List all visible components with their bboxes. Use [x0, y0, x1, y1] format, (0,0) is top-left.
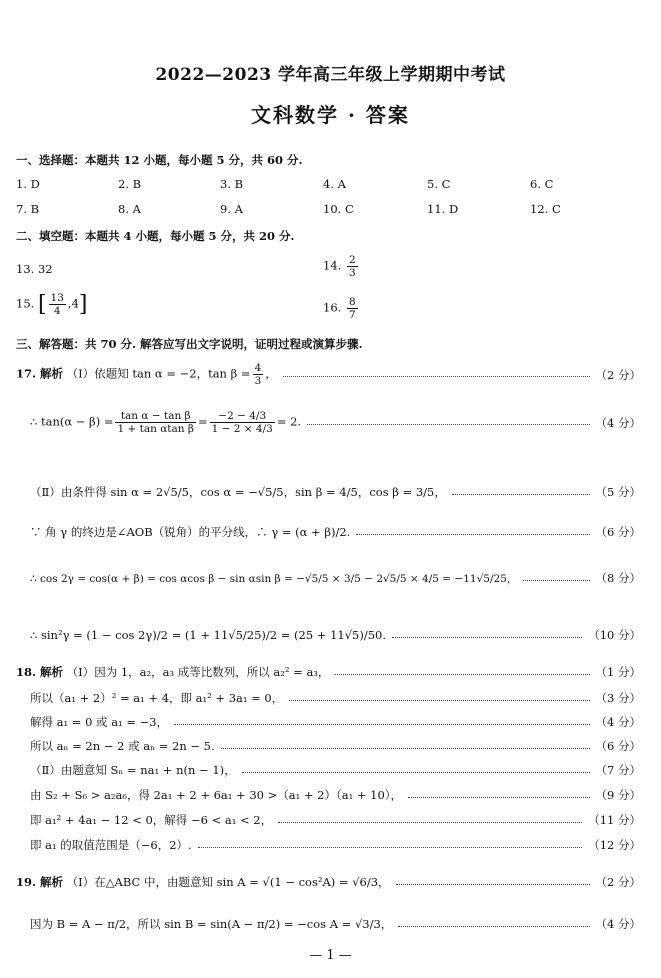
- score-label: （6 分）: [595, 525, 641, 539]
- q17-l6-text: ∴ sin²γ = (1 − cos 2γ)/2 = (1 + 11√5/25)/2 = (25 + 11√5)/50.: [30, 628, 387, 642]
- answer-11: 11. D: [427, 202, 459, 216]
- leader-dots: [198, 847, 583, 848]
- leader-dots: [398, 926, 589, 927]
- answer-1: 1. D: [16, 177, 40, 191]
- q18-l3-text: 解得 a₁ = 0 或 a₁ = −3，: [30, 715, 169, 729]
- leader-dots: [356, 534, 589, 535]
- q17-l2-fraction-1: $\frac{\text{tan α − tan β}}{\text{1 + tan αtan β}}$: [117, 410, 194, 436]
- q17-l2-text: ∴ tan(α − β) =: [30, 414, 114, 429]
- q17-line-6: [30, 627, 641, 643]
- q18-line-6: [30, 787, 641, 803]
- score-label: （3 分）: [595, 691, 641, 705]
- score-label: （6 分）: [595, 739, 641, 753]
- q19-line-1: [16, 874, 641, 890]
- answer-2: 2. B: [118, 177, 142, 191]
- answer-12: 12. C: [530, 202, 561, 216]
- q18-line-5: [30, 762, 641, 778]
- q17-l4-text: ∵ 角 γ 的终边是∠AOB（锐角）的平分线，∴ γ = (α + β)/2.: [30, 525, 351, 539]
- answer-14-fraction: $\frac{2}{3}$: [348, 254, 356, 280]
- q18-l5-text: （Ⅱ）由题意知 Sₙ = na₁ + n(n − 1)，: [30, 763, 236, 777]
- q18-line-7: [30, 812, 641, 828]
- answer-8: 8. A: [118, 202, 141, 216]
- answer-15: [16, 292, 88, 317]
- section2-heading: 二、填空题：本题共 4 小题，每小题 5 分，共 20 分.: [16, 229, 295, 243]
- q17-l2-post: = 2.: [276, 414, 302, 429]
- q17-line-2: [30, 410, 641, 435]
- q19-l1-text: （Ⅰ）在△ABC 中，由题意知 sin A = √(1 − cos²A) = √6/3，: [66, 875, 390, 889]
- answer-16-fraction: $\frac{8}{7}$: [348, 296, 356, 322]
- answer-3: 3. B: [220, 177, 244, 191]
- leader-dots: [307, 424, 589, 425]
- q19-line-2: [30, 916, 641, 932]
- score-label: （5 分）: [595, 485, 641, 499]
- answer-15-label: 15.: [16, 296, 35, 311]
- answer-15-close-bracket: ]: [78, 292, 88, 318]
- answer-9: 9. A: [220, 202, 243, 216]
- section1-heading: 一、选择题：本题共 12 小题，每小题 5 分，共 60 分.: [16, 153, 303, 167]
- answer-13: 13. 32: [16, 262, 53, 276]
- score-label: （2 分）: [595, 367, 641, 382]
- q18-l1-text: （Ⅰ）因为 1，a₂，a₃ 成等比数列，所以 a₂² = a₃，: [66, 665, 330, 679]
- q18-l2-text: 所以（a₁ + 2）² = a₁ + 4，即 a₁² + 3a₁ = 0，: [30, 691, 284, 705]
- answer-15-open-bracket: [: [37, 292, 47, 318]
- q18-line-3: [30, 714, 641, 730]
- answer-16: [323, 296, 360, 321]
- leader-dots: [278, 822, 582, 823]
- answer-14: [323, 254, 360, 279]
- page-title: 2022—2023 学年高三年级上学期期中考试: [155, 65, 506, 85]
- section3-heading: 三、解答题：共 70 分. 解答应写出文字说明，证明过程或演算步骤.: [16, 337, 363, 351]
- leader-dots: [283, 376, 590, 377]
- leader-dots: [289, 700, 589, 701]
- q18-line-1: [16, 664, 641, 680]
- leader-dots: [452, 494, 590, 495]
- page-number: — 1 —: [309, 948, 352, 963]
- q17-line-4: [30, 524, 641, 540]
- q17-line-5: [30, 570, 641, 586]
- q18-l6-text: 由 S₂ + S₆ > a₂a₆，得 2a₁ + 2 + 6a₁ + 30 >（a₁ + 2）（a₁ + 10），: [30, 788, 403, 802]
- score-label: （4 分）: [595, 715, 641, 729]
- answer-4: 4. A: [323, 177, 346, 191]
- leader-dots: [242, 772, 590, 773]
- answer-5: 5. C: [427, 177, 451, 191]
- answer-16-label: 16.: [323, 300, 342, 315]
- q19-lead: 19. 解析: [16, 875, 64, 889]
- q17-l2-eq: =: [197, 414, 208, 429]
- leader-dots: [335, 674, 589, 675]
- score-label: （10 分）: [588, 628, 641, 642]
- answer-7: 7. B: [16, 202, 40, 216]
- q17-l1-fraction: $\frac{4}{3}$: [254, 362, 262, 388]
- score-label: （7 分）: [595, 763, 641, 777]
- q18-l8-text: 即 a₁ 的取值范围是（−6，2）.: [30, 838, 192, 852]
- q17-l5-text: ∴ cos 2γ = cos(α + β) = cos αcos β − sin αsin β = −√5/5 × 3/5 − 2√5/5 × 4/5 = −11√5/25，: [30, 572, 518, 585]
- answer-6: 6. C: [530, 177, 554, 191]
- q18-l7-text: 即 a₁² + 4a₁ − 12 < 0，解得 −6 < a₁ < 2，: [30, 813, 273, 827]
- answer-15-rest: ,4: [67, 296, 79, 311]
- score-label: （2 分）: [595, 875, 641, 889]
- q17-line-1: [16, 362, 641, 387]
- q18-line-4: [30, 738, 641, 754]
- answer-10: 10. C: [323, 202, 354, 216]
- score-label: （4 分）: [595, 415, 641, 430]
- page-subtitle: 文科数学 · 答案: [251, 103, 410, 127]
- q18-l4-text: 所以 aₙ = 2n − 2 或 aₙ = 2n − 5.: [30, 739, 215, 753]
- q17-l3-text: （Ⅱ）由条件得 sin α = 2√5/5，cos α = −√5/5，sin β = 4/5，cos β = 3/5，: [30, 485, 446, 499]
- score-label: （11 分）: [588, 813, 641, 827]
- q17-l2-fraction-2: $\frac{-2 - 4/3}{1 - 2 \times 4/3}$: [211, 410, 273, 436]
- score-label: （9 分）: [595, 788, 641, 802]
- q18-lead: 18. 解析: [16, 665, 64, 679]
- answer-14-label: 14.: [323, 258, 342, 273]
- q18-line-2: [30, 690, 641, 706]
- q17-line-3: [30, 484, 641, 500]
- leader-dots: [408, 797, 589, 798]
- leader-dots: [174, 724, 589, 725]
- leader-dots: [523, 580, 589, 581]
- q17-lead: 17. 解析: [16, 366, 64, 381]
- q17-l1-post: ，: [265, 366, 277, 381]
- leader-dots: [396, 884, 590, 885]
- leader-dots: [221, 748, 590, 749]
- score-label: （1 分）: [595, 665, 641, 679]
- q17-l1-text: （Ⅰ）依题知 tan α = −2，tan β =: [66, 366, 251, 381]
- q18-line-8: [30, 837, 641, 853]
- leader-dots: [392, 637, 582, 638]
- score-label: （4 分）: [595, 917, 641, 931]
- q19-l2-text: 因为 B = A − π/2，所以 sin B = sin(A − π/2) = −cos A = √3/3，: [30, 917, 393, 931]
- answer-15-fraction: $\frac{13}{4}$: [50, 292, 64, 318]
- score-label: （8 分）: [595, 571, 641, 585]
- score-label: （12 分）: [588, 838, 641, 852]
